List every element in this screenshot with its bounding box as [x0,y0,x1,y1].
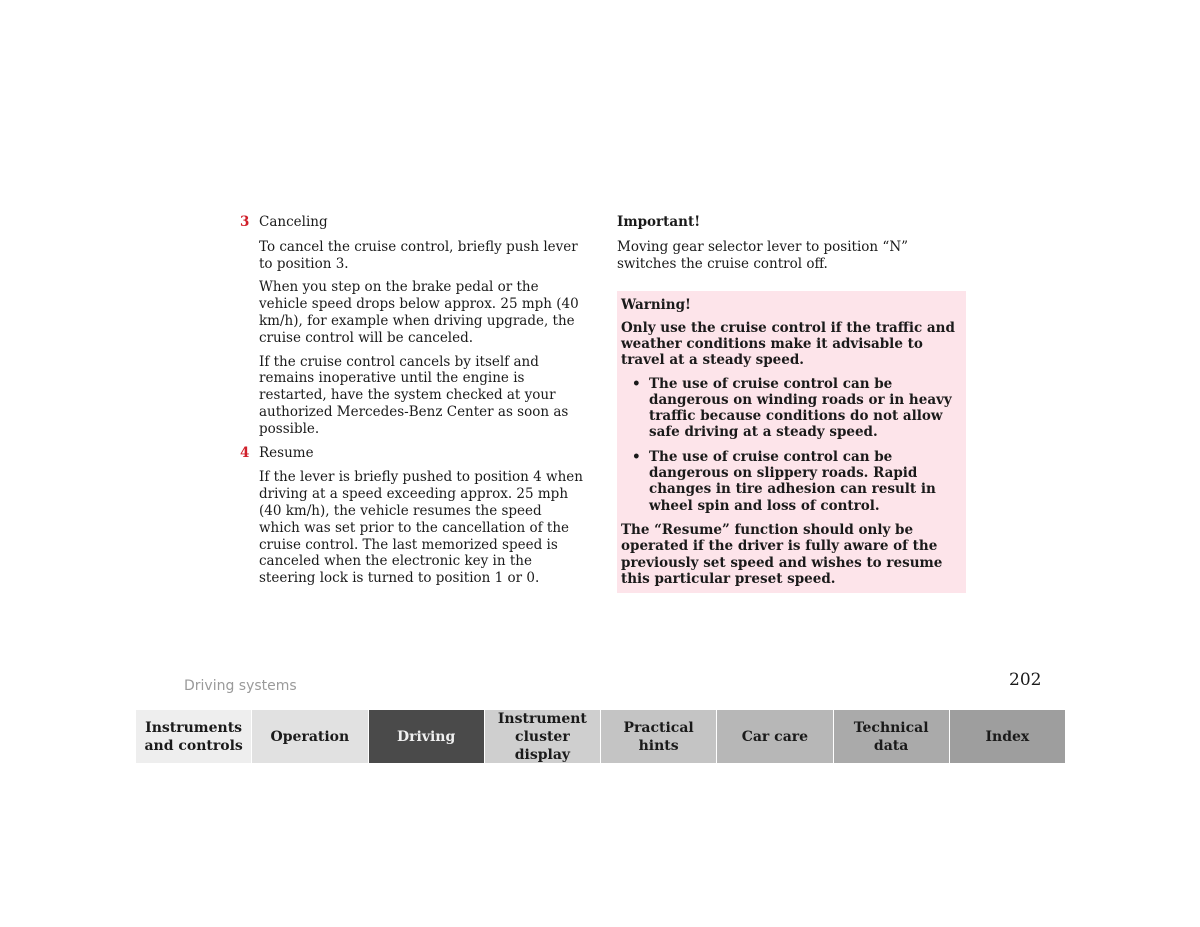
warning-box [617,291,966,593]
tab-label: Practical hints [623,719,694,754]
tab-label: Driving [396,728,456,745]
warning-bullet-text: The use of cruise control can be dangerous on slippery roads. Rapid changes in tire adhesion can result in wheel spin and loss of control. [649,448,936,514]
bullet-icon: • [632,448,641,465]
item-4-paragraph: If the lever is briefly pushed to position 4 when driving at a speed exceeding approx. 25 mph (40 km/h), the vehicle resumes the speed which was set prior to the cancellation of the cruise control. The last memorized speed is canceled when the electronic key in the steering lock is turned to position 1 or 0. [259,469,583,587]
tab-label: Instrument [497,710,587,727]
item-4-title: Resume [259,444,314,461]
tab-label: Operation [270,728,350,745]
tab-label: Technical [853,719,929,736]
item-4-number: 4 [240,444,250,461]
section-label: Driving systems [184,678,297,694]
bullet-icon: • [632,375,641,392]
left-column [240,214,585,594]
item-3-paragraph: If the cruise control cancels by itself and remains inoperative until the engine is restarted, have the system checked at your authorized Mercedes-Benz Center as soon as possible. [259,353,569,437]
warning-outro: The “Resume” function should only be operated if the driver is fully aware of the previously set speed and wishes to resume this particular preset speed. [621,521,943,587]
tab-driving[interactable] [369,710,484,763]
warning-bullet-text: The use of cruise control can be dangerous on winding roads or in heavy traffic because conditions do not allow safe driving at a steady speed. [649,375,952,441]
warning-list-item [621,449,958,514]
right-column [617,214,966,593]
item-4-heading [240,445,585,462]
tab-instrument-cluster-display[interactable] [485,710,600,763]
tab-label: data [873,737,909,754]
tab-label: Car care [741,728,809,745]
item-3-title: Canceling [259,214,328,230]
tab-label: and controls [144,737,243,754]
item-3-paragraph: When you step on the brake pedal or the vehicle speed drops below approx. 25 mph (40 km/h), for example when driving upgrade, the cruise control will be canceled. [259,279,579,346]
tab-car-care[interactable] [717,710,832,763]
item-3-paragraph: To cancel the cruise control, briefly push lever to position 3. [259,238,578,272]
important-text: Moving gear selector lever to position “N” switches the cruise control off. [617,238,909,272]
page-number: 202 [1009,670,1042,690]
tab-instruments-and-controls[interactable] [136,710,251,763]
tab-index[interactable] [950,710,1065,763]
item-3-heading [240,214,585,231]
warning-intro: Only use the cruise control if the traffic and weather conditions make it advisable to travel at a steady speed. [621,319,955,369]
warning-list-item [621,376,958,441]
tab-label: cluster display [514,728,571,763]
warning-title: Warning! [621,297,691,314]
tab-label: Instruments [145,719,243,736]
tab-operation[interactable] [252,710,367,763]
warning-list [621,376,958,514]
tab-technical-data[interactable] [834,710,949,763]
chapter-nav [136,710,1065,763]
item-3-number: 3 [240,214,250,230]
tab-practical-hints[interactable] [601,710,716,763]
tab-label: Index [985,728,1030,745]
important-title: Important! [617,214,701,230]
